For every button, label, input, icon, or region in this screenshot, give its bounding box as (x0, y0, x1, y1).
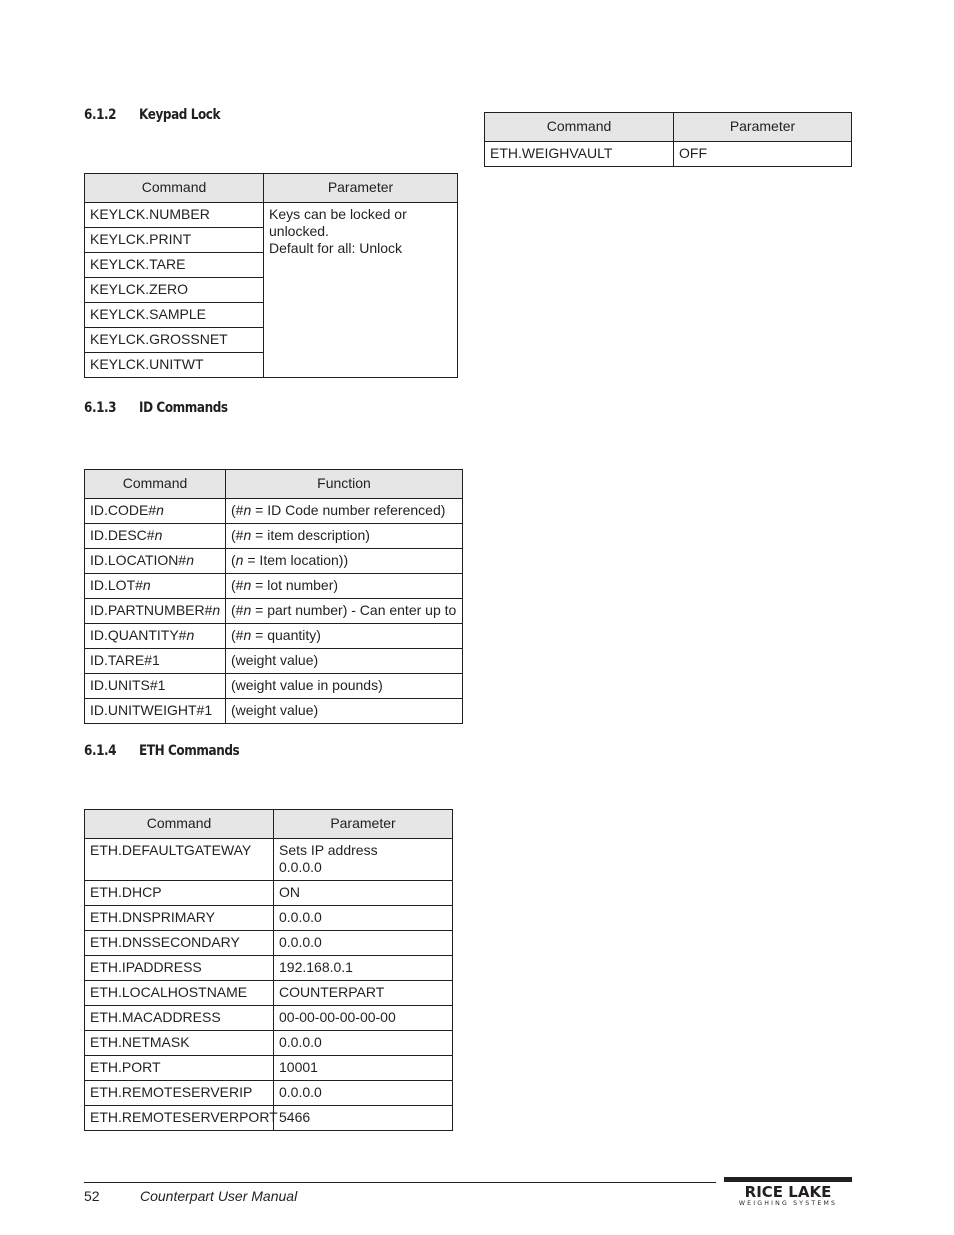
logo-subtext: WEIGHING SYSTEMS (738, 1200, 838, 1207)
command-cell: KEYLCK.ZERO (85, 278, 264, 303)
table-row (85, 649, 463, 674)
command-variable: n (154, 527, 163, 543)
command-cell: KEYLCK.PRINT (85, 228, 264, 253)
function-text: (# (231, 502, 244, 518)
function-cell (226, 574, 463, 599)
function-variable: n (243, 577, 252, 593)
function-text: = quantity) (251, 627, 321, 643)
section-heading-keypad-lock (84, 107, 220, 123)
page-number: 52 (84, 1188, 100, 1204)
table-header-row (85, 810, 453, 839)
parameter-text: 0.0.0.0 (279, 909, 322, 925)
command-cell: ETH.REMOTESERVERPORT (85, 1106, 274, 1131)
table-row (85, 203, 458, 228)
function-text: (weight value) (231, 702, 319, 718)
id-commands-table (84, 469, 463, 724)
command-cell: ETH.DNSPRIMARY (85, 906, 274, 931)
command-cell: ETH.PORT (85, 1056, 274, 1081)
section-heading-eth-commands (84, 743, 239, 759)
table-row (85, 524, 463, 549)
command-cell: ETH.NETMASK (85, 1031, 274, 1056)
column-header: Command (85, 174, 264, 203)
function-text: (weight value in pounds) (231, 677, 383, 693)
parameter-cell (274, 906, 453, 931)
function-cell (226, 524, 463, 549)
function-variable: n (243, 602, 252, 618)
command-cell: ETH.DHCP (85, 881, 274, 906)
function-variable: n (235, 552, 244, 568)
column-header: Parameter (274, 810, 453, 839)
command-cell (85, 649, 226, 674)
column-header: Command (85, 810, 274, 839)
parameter-text: Sets IP address (279, 842, 378, 858)
section-title: ETH Commands (139, 743, 240, 759)
command-prefix: ID.DESC# (90, 527, 155, 543)
table-row (85, 549, 463, 574)
parameter-text: 0.0.0.0 (279, 1084, 322, 1100)
table-row (85, 1006, 453, 1031)
section-title: Keypad Lock (139, 107, 221, 123)
parameter-default: Default for all: Unlock (269, 240, 403, 256)
command-cell (85, 699, 226, 724)
parameter-cell (274, 981, 453, 1006)
command-cell (85, 524, 226, 549)
parameter-text: COUNTERPART (279, 984, 385, 1000)
table-row (85, 931, 453, 956)
table-row (85, 956, 453, 981)
parameter-cell (274, 1081, 453, 1106)
function-text: (# (231, 527, 244, 543)
table-row (85, 624, 463, 649)
command-cell: KEYLCK.UNITWT (85, 353, 264, 378)
command-prefix: ID.CODE# (90, 502, 157, 518)
table-row (85, 881, 453, 906)
section-number: 6.1.4 (84, 743, 117, 759)
command-variable: n (156, 502, 164, 518)
table-row (85, 674, 463, 699)
command-prefix: ID.LOCATION# (90, 552, 187, 568)
eth-continued-table (484, 112, 852, 167)
table-row (85, 1106, 453, 1131)
parameter-text: 0.0.0.0 (279, 1034, 322, 1050)
function-variable: n (243, 527, 252, 543)
command-cell: ETH.LOCALHOSTNAME (85, 981, 274, 1006)
function-text: = part number) - Can enter up to (251, 602, 457, 618)
command-cell: KEYLCK.GROSSNET (85, 328, 264, 353)
table-row (85, 1031, 453, 1056)
table-row (485, 142, 852, 167)
function-text: (# (231, 627, 244, 643)
function-cell (226, 599, 463, 624)
function-cell (226, 549, 463, 574)
command-cell: ETH.IPADDRESS (85, 956, 274, 981)
function-text: = item description) (251, 527, 370, 543)
command-cell (85, 674, 226, 699)
table-header-row (485, 113, 852, 142)
table-header-row (85, 174, 458, 203)
column-header: Command (485, 113, 674, 142)
table-row (85, 981, 453, 1006)
table-row (85, 906, 453, 931)
function-cell (226, 624, 463, 649)
section-number: 6.1.2 (84, 107, 117, 123)
parameter-cell (274, 1006, 453, 1031)
parameter-cell (274, 956, 453, 981)
parameter-text: 00-00-00-00-00-00 (279, 1009, 396, 1025)
parameter-cell (274, 839, 453, 881)
parameter-cell: OFF (674, 142, 852, 167)
function-text: (# (231, 577, 244, 593)
command-prefix: ID.QUANTITY# (90, 627, 187, 643)
table-row (85, 699, 463, 724)
parameter-text: Keys can be locked or unlocked. (269, 206, 407, 239)
table-row (85, 839, 453, 881)
table-row (85, 1081, 453, 1106)
parameter-cell (274, 1106, 453, 1131)
eth-commands-table (84, 809, 453, 1131)
function-variable: n (243, 627, 252, 643)
command-cell: ETH.REMOTESERVERIP (85, 1081, 274, 1106)
command-cell: ETH.DNSSECONDARY (85, 931, 274, 956)
command-variable: n (142, 577, 151, 593)
command-prefix: ID.UNITWEIGHT#1 (90, 702, 213, 718)
table-row (85, 599, 463, 624)
command-cell: KEYLCK.SAMPLE (85, 303, 264, 328)
function-cell (226, 649, 463, 674)
table-header-row (85, 470, 463, 499)
rice-lake-logo (724, 1175, 852, 1207)
command-cell (85, 549, 226, 574)
parameter-text: 0.0.0.0 (279, 934, 322, 950)
command-variable: n (212, 602, 221, 618)
footer-divider (84, 1182, 716, 1183)
function-text: = lot number) (251, 577, 339, 593)
command-cell: KEYLCK.TARE (85, 253, 264, 278)
command-cell: ETH.DEFAULTGATEWAY (85, 839, 274, 881)
section-title: ID Commands (139, 400, 228, 416)
command-cell (85, 624, 226, 649)
parameter-cell (264, 203, 458, 378)
function-text: = ID Code number referenced) (251, 502, 446, 518)
parameter-cell (274, 1056, 453, 1081)
function-cell (226, 499, 463, 524)
function-cell (226, 699, 463, 724)
parameter-text: ON (279, 884, 300, 900)
parameter-text: 5466 (279, 1109, 311, 1125)
command-variable: n (186, 627, 195, 643)
function-text: ( (231, 552, 236, 568)
command-prefix: ID.TARE#1 (90, 652, 160, 668)
manual-title: Counterpart User Manual (140, 1188, 298, 1204)
command-variable: n (186, 552, 194, 568)
function-variable: n (243, 502, 252, 518)
function-cell (226, 674, 463, 699)
function-text: (# (231, 602, 244, 618)
command-cell: ETH.MACADDRESS (85, 1006, 274, 1031)
column-header: Parameter (264, 174, 458, 203)
parameter-text: 192.168.0.1 (279, 959, 353, 975)
parameter-cell (274, 881, 453, 906)
command-prefix: ID.UNITS#1 (90, 677, 166, 693)
parameter-cell (274, 931, 453, 956)
section-number: 6.1.3 (84, 400, 117, 416)
column-header: Function (226, 470, 463, 499)
parameter-cell (274, 1031, 453, 1056)
command-cell (85, 574, 226, 599)
command-cell (85, 499, 226, 524)
column-header: Command (85, 470, 226, 499)
section-heading-id-commands (84, 400, 228, 416)
keylock-table (84, 173, 458, 378)
command-prefix: ID.LOT# (90, 577, 143, 593)
logo-text: RICE LAKE (744, 1183, 832, 1201)
command-cell (85, 599, 226, 624)
column-header: Parameter (674, 113, 852, 142)
command-cell: ETH.WEIGHVAULT (485, 142, 674, 167)
command-prefix: ID.PARTNUMBER# (90, 602, 213, 618)
table-row (85, 499, 463, 524)
command-cell: KEYLCK.NUMBER (85, 203, 264, 228)
parameter-value: 0.0.0.0 (279, 859, 322, 875)
table-row (85, 1056, 453, 1081)
function-text: (weight value) (231, 652, 319, 668)
table-row (85, 574, 463, 599)
parameter-text: 10001 (279, 1059, 318, 1075)
function-text: = Item location)) (243, 552, 349, 568)
